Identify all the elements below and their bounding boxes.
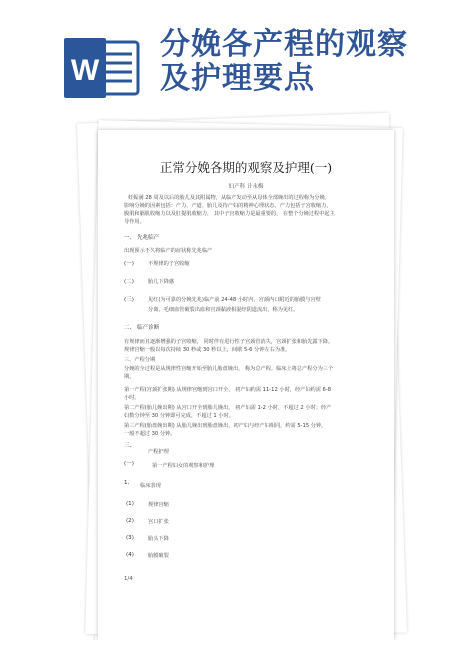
page-number: 1/4 bbox=[124, 576, 133, 582]
item-text: 分离，毛细血管破裂出血和宫颈黏液相混经阴道流出，称为见红。 bbox=[148, 307, 299, 313]
item-text: 胎儿下降感 bbox=[148, 279, 174, 285]
item-text: 不规律的子宫收缩 bbox=[148, 261, 190, 267]
document-author: 妇产科 计永梅 bbox=[228, 184, 264, 190]
sub-heading: 第一产程妇女的观察和护理 bbox=[152, 463, 215, 469]
item-number: (一) bbox=[124, 261, 134, 267]
word-icon-letter: W bbox=[70, 54, 100, 87]
sub-number: (一) bbox=[124, 461, 134, 467]
banner-title bbox=[160, 28, 460, 96]
item-text: 见红(为可靠的分娩先兆)临产前 24-48 小时内，宫颈内口附近的胎膜与宫壁 bbox=[148, 297, 321, 303]
banner-title-line-2: 及护理要点 bbox=[160, 61, 315, 96]
item-number: (三) bbox=[124, 297, 134, 303]
section-text: 规律宫缩一般以每次持续 30 秒或 30 秒以上，间歇 5-6 分钟左右为准。 bbox=[124, 347, 291, 353]
point-text: 胎头下降 bbox=[148, 536, 169, 542]
section-heading: 二、 临产诊断 bbox=[124, 325, 160, 331]
section-heading: 三、产程分期 bbox=[124, 357, 156, 363]
point-number: (4) bbox=[126, 552, 134, 558]
stage-text: 妇数分钟至 30 分钟即可完成，不超过 1 小时。 bbox=[124, 413, 234, 419]
sub-number: 1、 bbox=[124, 480, 134, 486]
word-document-icon bbox=[62, 38, 142, 98]
section-text: 期。 bbox=[124, 374, 135, 380]
intro-line: 腹肌和膈肌收缩力以及肛提肌收缩力， 其中子宫收缩力是最重要的， 在整个分娩过程中起主 bbox=[124, 211, 335, 217]
banner-title-line-1: 分娩各产程的观察 bbox=[160, 27, 408, 62]
document-page bbox=[98, 130, 394, 640]
stage-text: 第二产程(胎儿娩出期) 从宫口开全到胎儿娩出， 初产妇需 1-2 小时，不超过 2 小时；经产 bbox=[124, 405, 332, 411]
item-number: (二) bbox=[124, 279, 134, 285]
intro-line: 妊娠满 28 周及以后的胎儿及其附属物，从临产发动至从母体全部娩出的过程称为分娩。 bbox=[128, 195, 330, 201]
point-number: (1) bbox=[126, 501, 134, 507]
sub-heading: 临床表现 bbox=[140, 483, 161, 489]
section-text: 分娩的全过程是从规律性宫缩开始至胎儿胎盘娩出， 称为总产程。临床上将总产程分为三个 bbox=[124, 366, 334, 372]
section-heading: 一、 先兆临产 bbox=[124, 235, 160, 241]
section-heading: 产程护理 bbox=[148, 449, 169, 455]
stage-text: 第三产程(胎盘娩出期) 从胎儿娩出到胎盘娩出，初产妇与经产妇相同，约需 5-15 分钟， bbox=[124, 423, 327, 429]
document-title: 正常分娩各期的观察及护理(一) bbox=[159, 160, 333, 175]
stage-text: 小时。 bbox=[124, 395, 140, 401]
stage-text: 第一产程(宫颈扩张期) 从规律宫缩到宫口开全， 初产妇约需 11-12 小时，经产妇约需 6-8 bbox=[124, 387, 332, 393]
point-number: (3) bbox=[126, 535, 134, 541]
stage-text: 一般不超过 30 分钟。 bbox=[124, 431, 176, 437]
point-text: 胎膜破裂 bbox=[148, 553, 169, 559]
section-text: 有规律而且逐渐增强的子宫收缩， 同时伴有进行性子宫颈管消失，宫颈扩张和胎先露下降。 bbox=[124, 339, 334, 345]
intro-line: 导作用。 bbox=[124, 219, 145, 225]
point-number: (2) bbox=[126, 518, 134, 524]
banner bbox=[0, 0, 474, 108]
intro-line: 影响分娩的因素包括：产力、产道、胎儿及待产妇的精神心理状态。产力包括子宫收缩力， bbox=[124, 203, 332, 209]
point-text: 规律宫缩 bbox=[148, 502, 169, 508]
footer-strip bbox=[0, 640, 474, 669]
section-number: 三、 bbox=[124, 443, 136, 449]
section-text: 出现预示不久将临产的症状称先兆临产 bbox=[124, 248, 213, 254]
point-text: 宫口扩张 bbox=[148, 519, 169, 525]
